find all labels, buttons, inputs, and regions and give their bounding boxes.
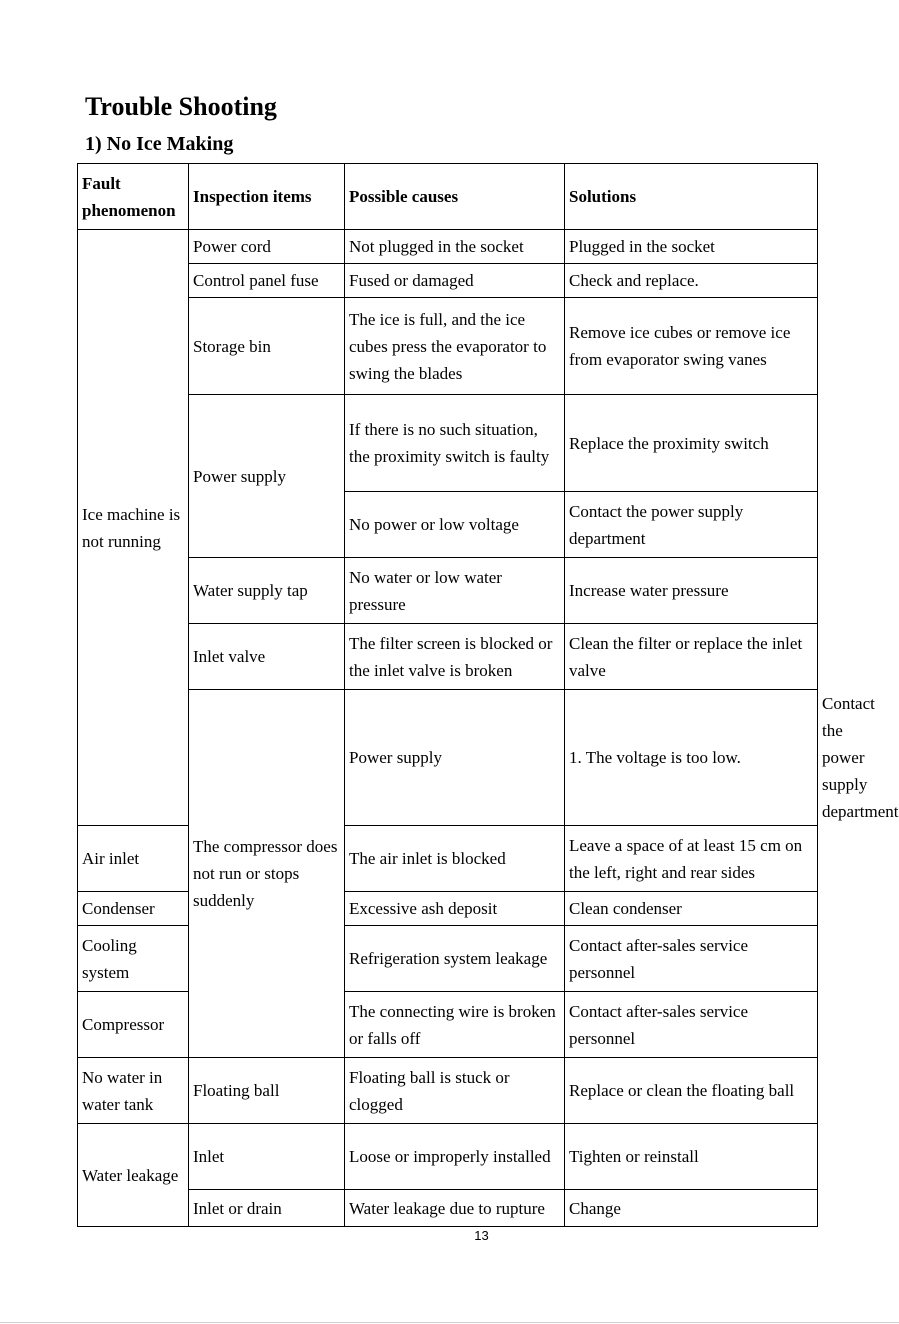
page-number: 13 [474,1228,489,1243]
cause-cell: No power or low voltage [345,492,565,558]
solution-cell: Contact the power supply department [565,492,818,558]
cause-cell: Floating ball is stuck or clogged [345,1058,565,1124]
cause-cell: Excessive ash deposit [345,892,565,926]
solution-cell: Tighten or reinstall [565,1124,818,1190]
table-row [78,298,818,395]
cause-cell: Not plugged in the socket [345,230,565,264]
solution-cell: Remove ice cubes or remove ice from evaporator swing vanes [565,298,818,395]
cause-cell: 1. The voltage is too low. [565,690,818,826]
header-causes: Possible causes [345,164,565,230]
table-row [78,1124,818,1190]
inspection-cell: Inlet or drain [189,1190,345,1227]
table-header [78,164,818,230]
solution-cell: Clean condenser [565,892,818,926]
fault-cell: The compressor does not run or stops suddenly [189,690,345,1058]
inspection-cell: Water supply tap [189,558,345,624]
table-row [78,1058,818,1124]
fault-cell: No water in water tank [78,1058,189,1124]
header-row [78,164,818,230]
table-body [78,230,899,1227]
inspection-cell: Inlet [189,1124,345,1190]
inspection-cell: Power supply [345,690,565,826]
header-solutions: Solutions [565,164,818,230]
cause-cell: Refrigeration system leakage [345,926,565,992]
troubleshooting-table [77,163,899,1227]
solution-cell: Plugged in the socket [565,230,818,264]
table-row [78,264,818,298]
solution-cell: Clean the filter or replace the inlet valve [565,624,818,690]
cause-cell: Loose or improperly installed [345,1124,565,1190]
cause-cell: Water leakage due to rupture [345,1190,565,1227]
table-row [78,624,818,690]
bottom-divider [0,1322,899,1323]
table-row [78,395,818,492]
table-row [78,230,818,264]
fault-cell: Ice machine is not running [78,230,189,826]
inspection-cell: Control panel fuse [189,264,345,298]
inspection-cell: Cooling system [78,926,189,992]
header-fault: Fault phenomenon [78,164,189,230]
table-row [78,558,818,624]
section-title: 1) No Ice Making [85,133,234,155]
solution-cell: Replace the proximity switch [565,395,818,492]
inspection-cell: Condenser [78,892,189,926]
inspection-cell: Compressor [78,992,189,1058]
cause-cell: No water or low water pressure [345,558,565,624]
solution-cell: Contact after-sales service personnel [565,926,818,992]
solution-cell: Leave a space of at least 15 cm on the left, right and rear sides [565,826,818,892]
inspection-cell: Power cord [189,230,345,264]
fault-cell: Water leakage [78,1124,189,1227]
inspection-cell: Floating ball [189,1058,345,1124]
cause-cell: The connecting wire is broken or falls off [345,992,565,1058]
inspection-cell: Air inlet [78,826,189,892]
page-title: Trouble Shooting [85,92,277,121]
cause-cell: The filter screen is blocked or the inlet valve is broken [345,624,565,690]
inspection-cell: Inlet valve [189,624,345,690]
solution-cell: Increase water pressure [565,558,818,624]
cause-cell: If there is no such situation, the proximity switch is faulty [345,395,565,492]
table-row: The compressor does not run or stops suddenly Power supply 1. The voltage is too low. Contact the power supply department [78,690,818,826]
cause-cell: Fused or damaged [345,264,565,298]
inspection-cell: Storage bin [189,298,345,395]
table-row [78,1190,818,1227]
solution-cell: Replace or clean the floating ball [565,1058,818,1124]
cause-cell: The air inlet is blocked [345,826,565,892]
inspection-cell: Power supply [189,395,345,558]
header-inspection: Inspection items [189,164,345,230]
solution-cell: Contact after-sales service personnel [565,992,818,1058]
solution-cell: Change [565,1190,818,1227]
solution-cell: Check and replace. [565,264,818,298]
cause-cell: The ice is full, and the ice cubes press the evaporator to swing the blades [345,298,565,395]
